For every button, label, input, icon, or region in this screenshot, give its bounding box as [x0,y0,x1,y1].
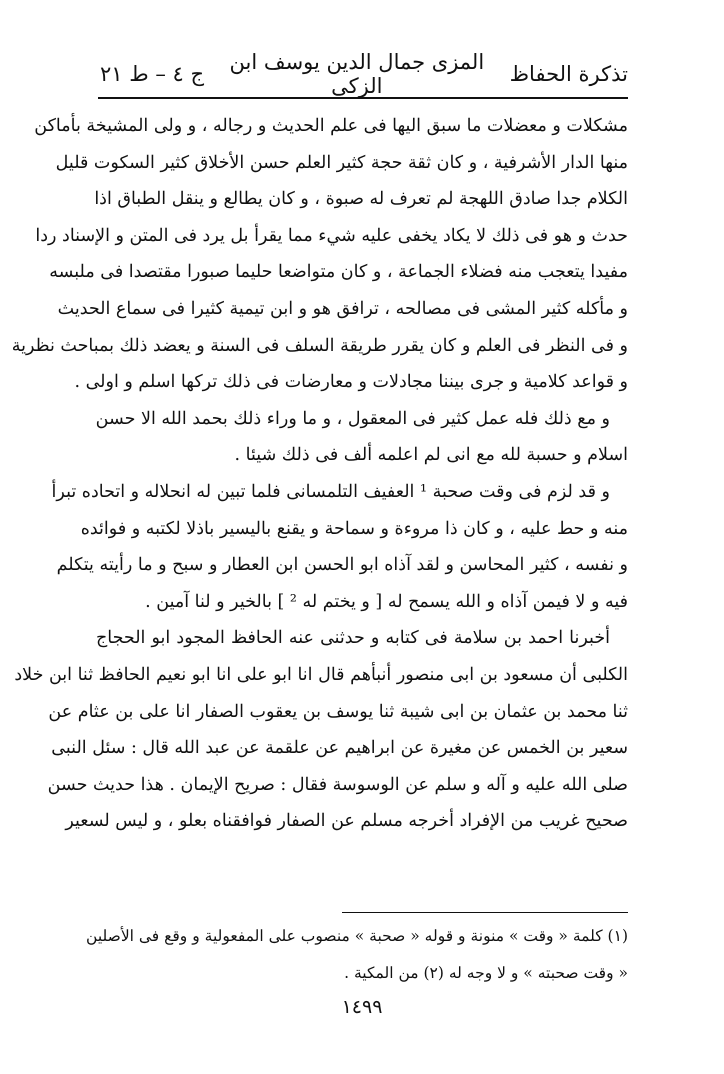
header-rule [98,97,628,99]
text-line: أخبرنا احمد بن سلامة فى كتابه و حدثنى عنه الحافظ المجود ابو الحجاج [96,628,610,649]
text-line: الكلام جدا صادق اللهجة لم تعرف له صبوة ، و كان يطالع و ينقل الطباق اذا [94,189,628,210]
text-line: و قواعد كلامية و جرى بيننا مجادلات و معارضات فى ذلك تركها اسلم و اولى . [74,372,628,393]
text-line: الكلبى أن مسعود بن ابى منصور أنبأهم قال انا ابو على انا ابو نعيم الحافظ ثنا ابن خلاد [14,664,628,685]
text-line: و مأكله كثير المشى فى مصالحه ، ترافق هو و ابن تيمية كثيرا فى سماع الحديث [57,298,628,319]
text-line: منها الدار الأشرفية ، و كان ثقة حجة كثير العلم حسن الأخلاق كثير السكوت قليل [55,152,628,173]
header-book-title: تذكرة الحفاظ [509,62,628,86]
text-line: مشكلات و معضلات ما سبق اليها فى علم الحديث و رجاله ، و ولى المشيخة بأماكن [34,116,628,136]
text-line: صحيح غريب من الإفراد أخرجه مسلم عن الصفار فوافقناه بعلو ، و ليس لسعير [65,811,628,832]
text-line: صلى الله عليه و آله و سلم عن الوسوسة فقال : صريح الإيمان . هذا حديث حسن [47,774,628,795]
text-line: و قد لزم فى وقت صحبة ¹ العفيف التلمسانى فلما تبين له انحلاله و اتحاده تبرأ [51,481,610,502]
page-number: ١٤٩٩ [341,996,383,1018]
text-line: منه و حط عليه ، و كان ذا مروءة و سماحة و يقنع باليسير باذلا لكتبه و فوائده [80,518,628,539]
footnotes [86,922,628,995]
footnote-line: « وقت صحبته » و لا وجه له (٢) من المكية . [344,963,628,982]
text-line: حدث و هو فى ذلك لا يكاد يخفى عليه شيء مما يقرأ بل يرد فى المتن و الإسناد ردا [35,225,628,246]
text-line: مفيدا يتعجب منه فضلاء الجماعة ، و كان متواضعا حليما صبورا مقتصدا فى ملبسه [49,262,628,283]
text-line: ثنا محمد بن عثمان بن ابى شيبة ثنا يوسف بن يعقوب الصفار انا على بن عثام عن [48,701,628,722]
footnote-rule [342,912,628,913]
text-line: سعير بن الخمس عن مغيرة عن ابراهيم عن علقمة عن عبد الله قال : سئل النبى [51,738,628,759]
header-biography-title: المزى جمال الدين يوسف ابن الزكى [229,50,485,98]
text-line: و نفسه ، كثير المحاسن و لقد آذاه ابو الحسن ابن العطار و سبح و ما رأيته يتكلم [56,555,628,576]
text-line: و مع ذلك فله عمل كثير فى المعقول ، و ما وراء ذلك بحمد الله الا حسن [95,408,610,429]
running-header [100,52,628,96]
main-text [11,108,628,840]
text-line: اسلام و حسبة لله مع انى لم اعلمه ألف فى ذلك شيئا . [234,445,628,466]
header-volume-ref: ج ٤ – ط ٢١ [100,62,205,86]
footnote-line: (١) كلمة « وقت » منونة و قوله « صحبة » منصوب على المفعولية و وقع فى الأصلين [86,927,628,945]
text-line: فيه و لا فيمن آذاه و الله يسمح له [ و يختم له ² ] بالخير و لنا آمين . [145,591,628,612]
text-line: و فى النظر فى العلم و كان يقرر طريقة السلف فى السنة و يعضد ذلك بمباحث نظرية [11,335,628,356]
